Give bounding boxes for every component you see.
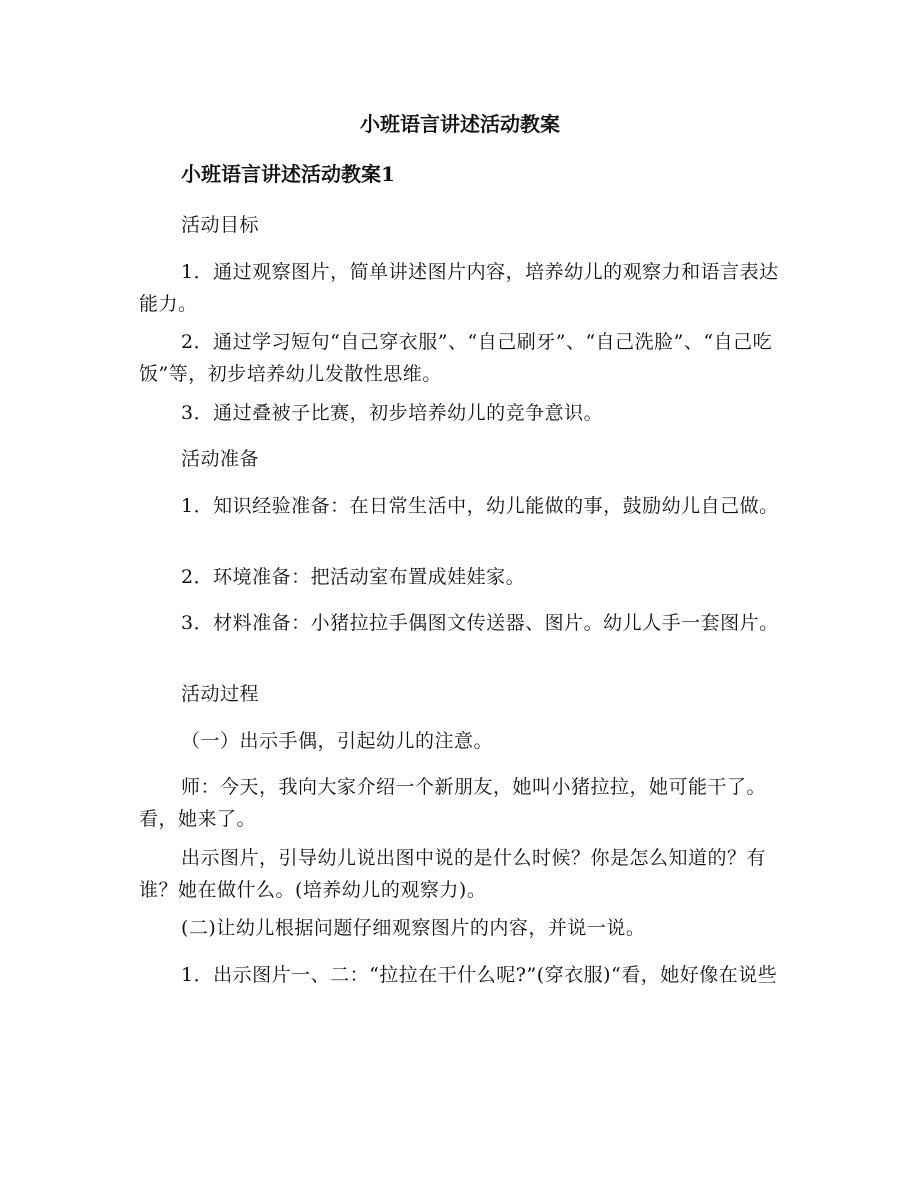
paragraph-activity-goals-heading: 活动目标 <box>181 214 260 236</box>
paragraph-goal-2: 2．通过学习短句“自己穿衣服”、“自己刷牙”、“自己洗脸”、“自己吃饭”等，初步培养幼儿发散性思维。 <box>139 331 773 385</box>
section-heading: 小班语言讲述活动教案1 <box>181 162 395 186</box>
paragraph-prep-3: 3．材料准备：小猪拉拉手偶图文传送器、图片。幼儿人手一套图片。 <box>181 612 779 634</box>
paragraph-picture-1-2: 1．出示图片一、二：“拉拉在干什么呢?”(穿衣服)“看，她好像在说些 <box>181 964 778 986</box>
document-title: 小班语言讲述活动教案 <box>360 112 560 136</box>
paragraph-show-picture: 出示图片，引导幼儿说出图中说的是什么时候？你是怎么知道的？有谁？她在做什么。(培养幼儿的观察力)。 <box>139 847 767 901</box>
paragraph-step-2: (二)让幼儿根据问题仔细观察图片的内容，并说一说。 <box>181 917 646 939</box>
paragraph-prep-2: 2．环境准备：把活动室布置成娃娃家。 <box>181 566 526 588</box>
paragraph-prep-1: 1．知识经验准备：在日常生活中，幼儿能做的事，鼓励幼儿自己做。 <box>181 495 779 517</box>
paragraph-goal-1: 1．通过观察图片，简单讲述图片内容，培养幼儿的观察力和语言表达能力。 <box>139 261 779 315</box>
paragraph-process-heading: 活动过程 <box>181 683 260 705</box>
paragraph-teacher-intro: 师：今天，我向大家介绍一个新朋友，她叫小猪拉拉，她可能干了。看，她来了。 <box>139 776 767 830</box>
paragraph-goal-3: 3．通过叠被子比赛，初步培养幼儿的竞争意识。 <box>181 402 604 424</box>
paragraph-step-1: （一）出示手偶，引起幼儿的注意。 <box>181 730 494 752</box>
paragraph-preparation-heading: 活动准备 <box>181 448 260 470</box>
